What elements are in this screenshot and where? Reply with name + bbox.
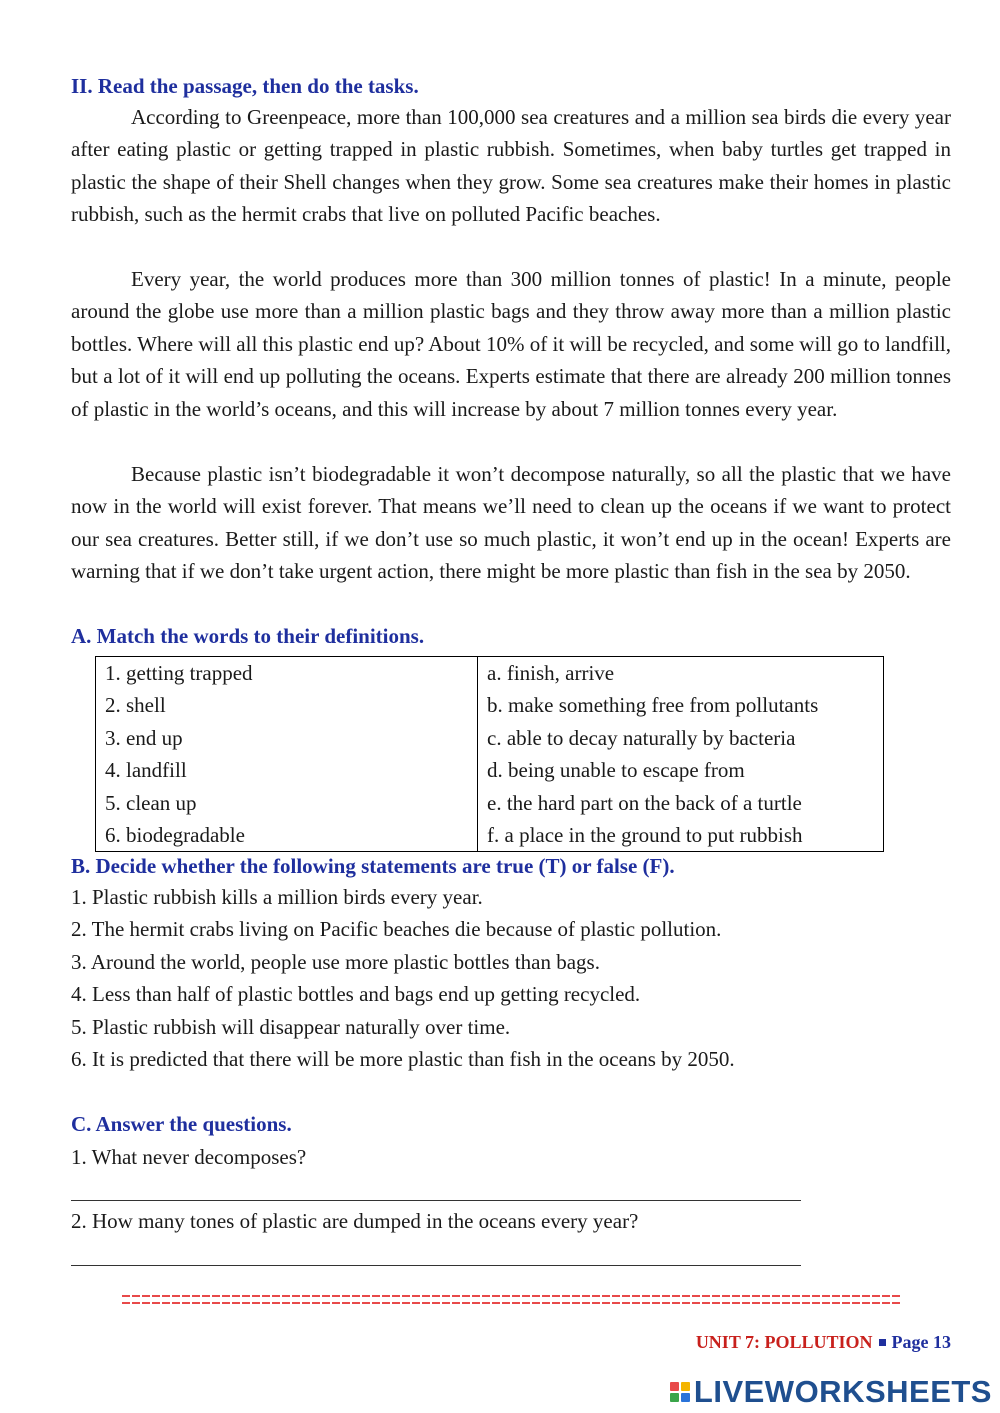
separator-line [122, 1302, 900, 1304]
match-word: 2. shell [96, 689, 478, 721]
match-word: 6. biodegradable [96, 819, 478, 852]
brand-name: LIVEWORKSHEETS [693, 1374, 992, 1409]
answer-line[interactable] [71, 1200, 801, 1201]
passage-paragraph-1: According to Greenpeace, more than 100,000 sea creatures and a million sea birds die every year after eating plastic or getting trapped in plastic rubbish. Sometimes, when baby turtles get trapped in plastic the shape of their Shell changes when they grow. Some sea creatures make their homes in plastic rubbish, such as the hermit crabs that live on polluted Pacific beaches. [71, 105, 951, 227]
liveworksheets-logo [670, 1374, 992, 1410]
match-word: 4. landfill [96, 754, 478, 786]
statement-item: 6. It is predicted that there will be more plastic than fish in the oceans by 2050. [71, 1047, 735, 1071]
match-word: 5. clean up [96, 787, 478, 819]
liveworksheets-tiles-icon [670, 1382, 690, 1402]
matching-table [95, 656, 884, 852]
match-definition: c. able to decay naturally by bacteria [478, 722, 884, 754]
match-word: 3. end up [96, 722, 478, 754]
match-definition: a. finish, arrive [478, 657, 884, 690]
passage-paragraph-3: Because plastic isn’t biodegradable it won’t decompose naturally, so all the plastic that we have now in the world will exist forever. That means we’ll need to clean up the oceans if we want to protect our sea creatures. Better still, if we don’t use so much plastic, it won’t end up in the ocean! Experts are warning that if we don’t take urgent action, there might be more plastic than fish in the sea by 2050. [71, 462, 951, 584]
page-footer [696, 1332, 951, 1353]
question-item: 1. What never decomposes? [71, 1145, 307, 1169]
statement-item: 5. Plastic rubbish will disappear naturally over time. [71, 1015, 511, 1039]
statement-item: 4. Less than half of plastic bottles and bags end up getting recycled. [71, 982, 641, 1006]
table-row [96, 657, 884, 690]
statement-item: 2. The hermit crabs living on Pacific beaches die because of plastic pollution. [71, 917, 722, 941]
table-row [96, 722, 884, 754]
match-definition: e. the hard part on the back of a turtle [478, 787, 884, 819]
separator-line [122, 1295, 900, 1297]
table-row [96, 787, 884, 819]
table-row [96, 819, 884, 852]
table-row [96, 689, 884, 721]
statement-item: 3. Around the world, people use more plastic bottles than bags. [71, 950, 600, 974]
section-heading: II. Read the passage, then do the tasks. [71, 74, 419, 98]
bullet-square-icon [879, 1339, 886, 1346]
task-c-heading: C. Answer the questions. [71, 1112, 292, 1136]
page-number: Page 13 [891, 1332, 951, 1352]
passage-paragraph-2: Every year, the world produces more than 300 million tonnes of plastic! In a minute, people around the globe use more than a million plastic bags and they throw away more than a million plastic bottles. Where will all this plastic end up? About 10% of it will be recycled, and some will go to landfill, but a lot of it will end up polluting the oceans. Experts estimate that there are already 200 million tonnes of plastic in the world’s oceans, and this will increase by about 7 million tonnes every year. [71, 267, 951, 421]
table-row [96, 754, 884, 786]
match-word: 1. getting trapped [96, 657, 478, 690]
task-b-heading: B. Decide whether the following statements are true (T) or false (F). [71, 854, 675, 878]
match-definition: d. being unable to escape from [478, 754, 884, 786]
match-definition: b. make something free from pollutants [478, 689, 884, 721]
answer-line[interactable] [71, 1265, 801, 1266]
match-definition: f. a place in the ground to put rubbish [478, 819, 884, 852]
unit-label: UNIT 7: POLLUTION [695, 1332, 873, 1352]
statement-item: 1. Plastic rubbish kills a million birds every year. [71, 885, 483, 909]
question-item: 2. How many tones of plastic are dumped in the oceans every year? [71, 1209, 639, 1233]
task-a-heading: A. Match the words to their definitions. [71, 624, 425, 648]
